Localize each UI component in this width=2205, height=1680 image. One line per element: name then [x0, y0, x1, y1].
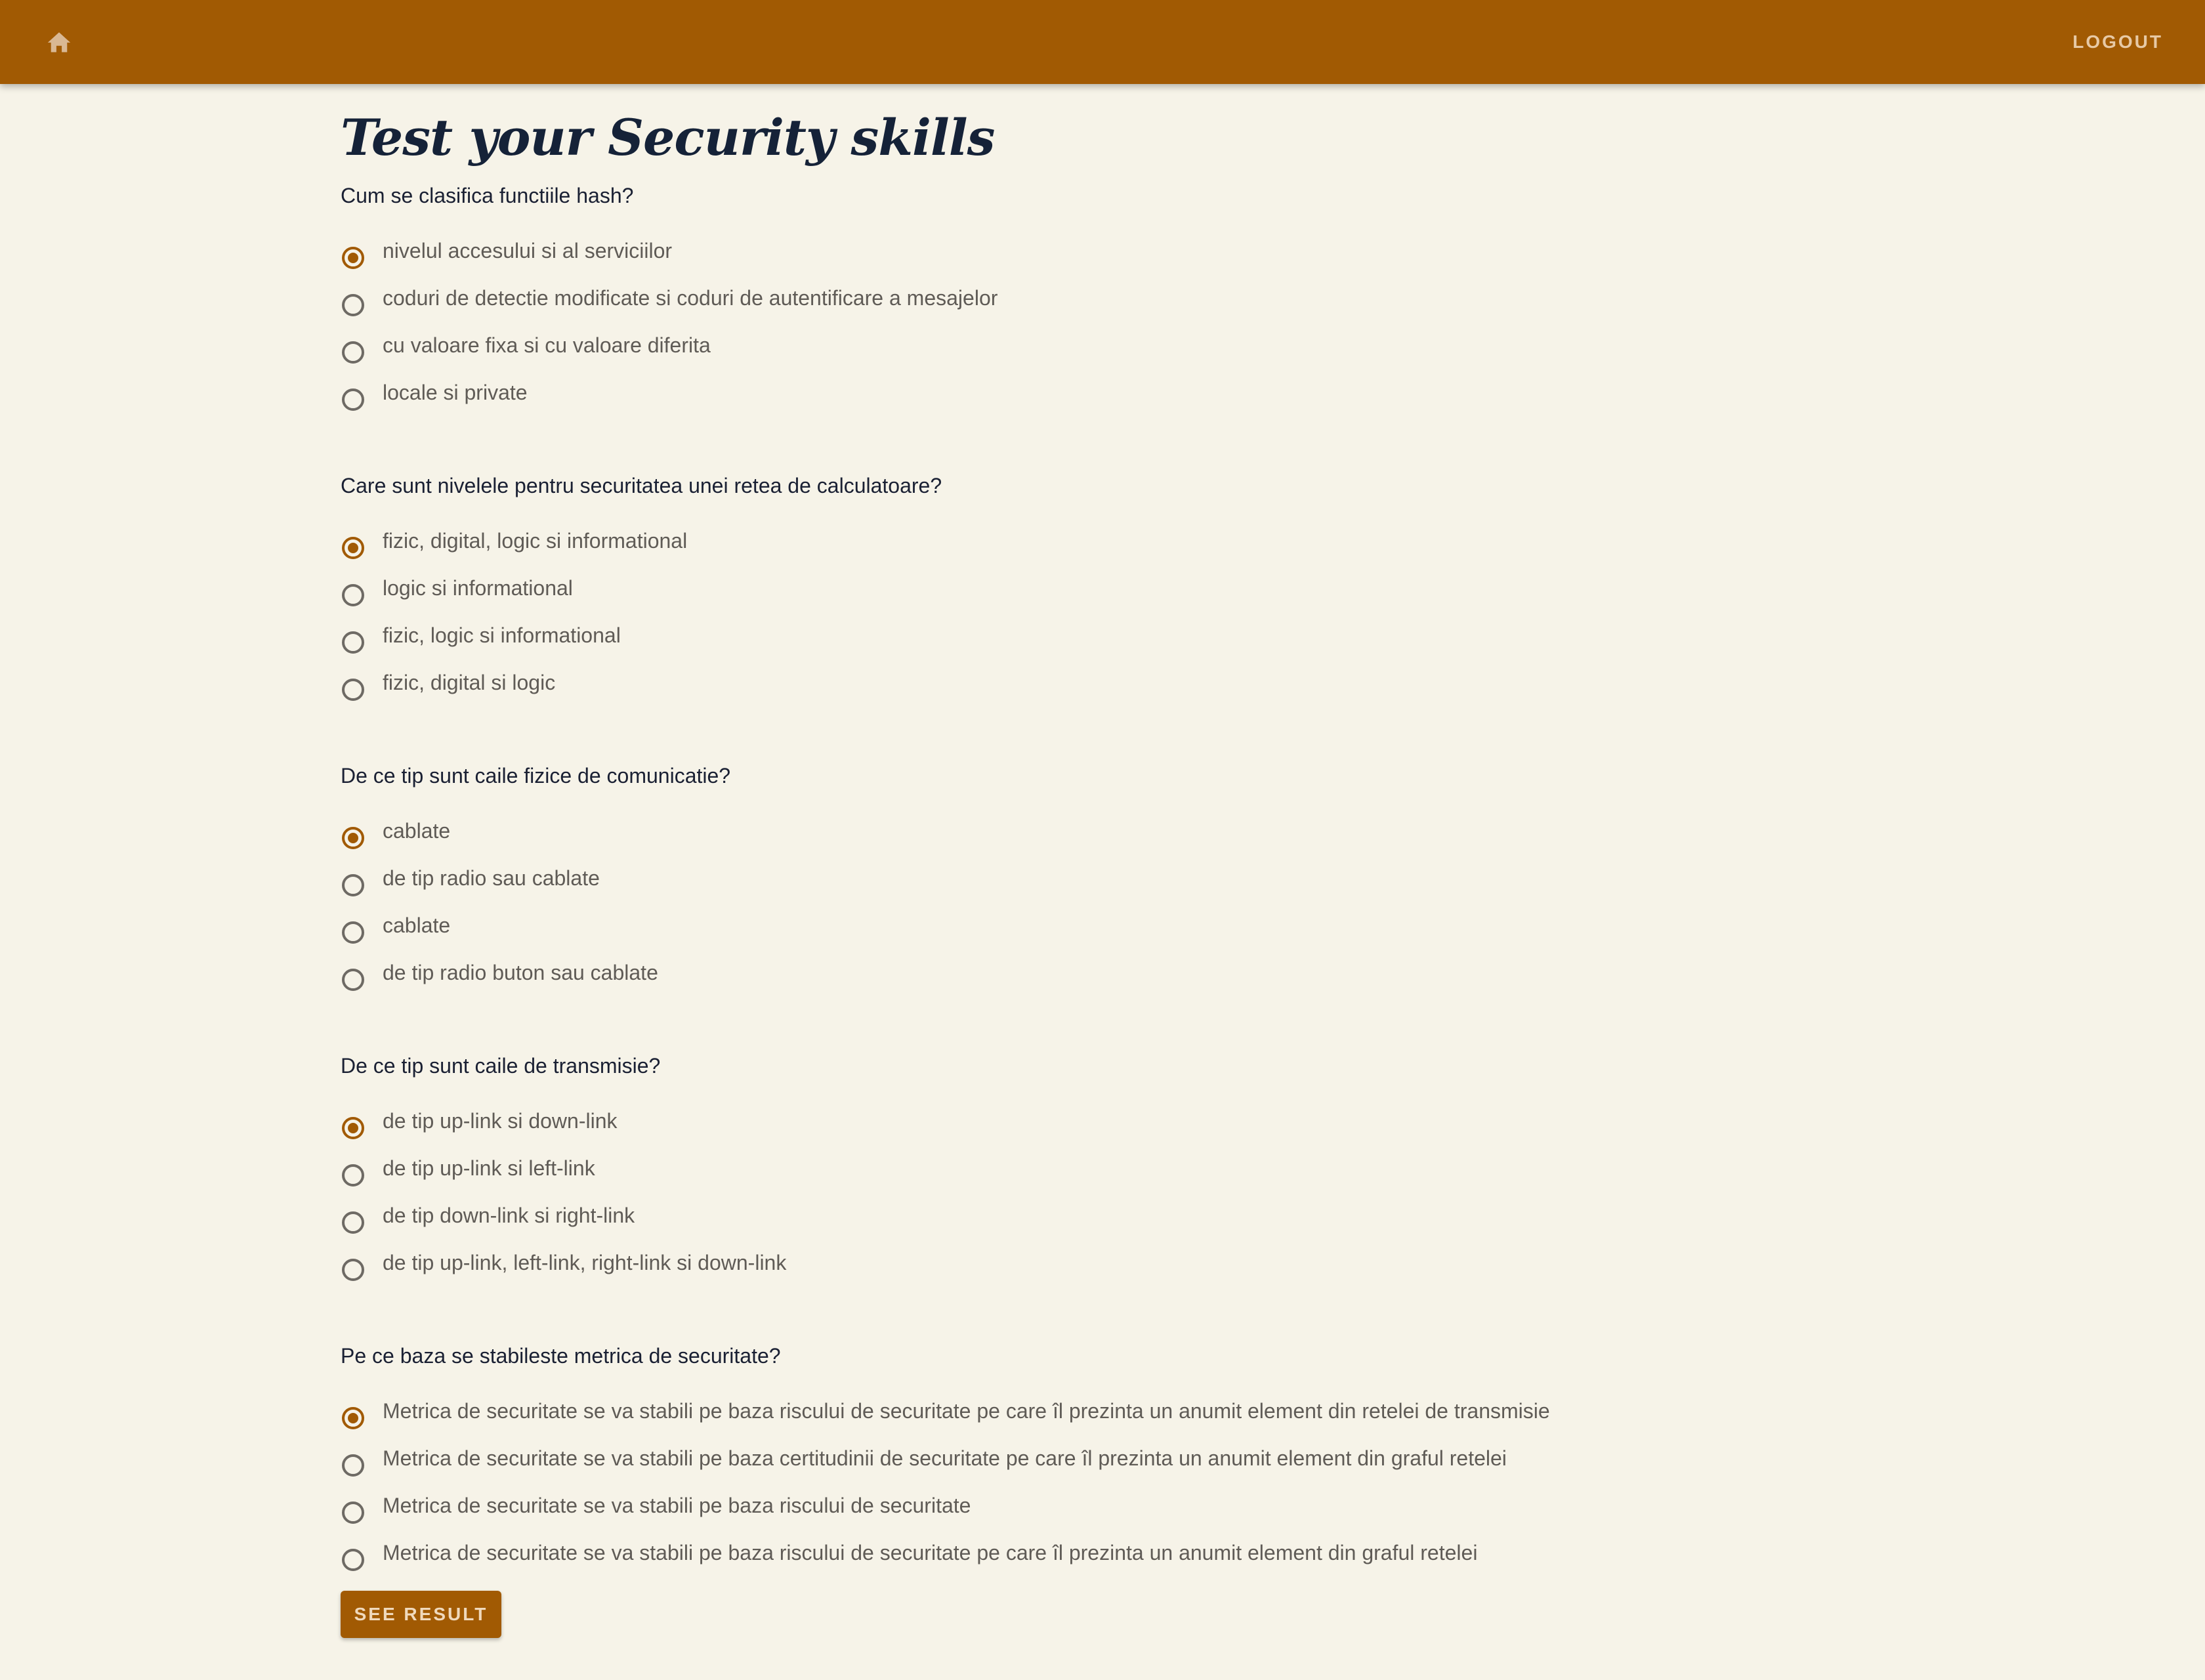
question-2 — [341, 474, 1850, 717]
radio-button-checked[interactable] — [342, 1407, 364, 1429]
answer-label: fizic, digital si logic — [383, 671, 556, 694]
radio-button[interactable] — [342, 584, 364, 606]
answer-label: de tip down-link si right-link — [383, 1204, 635, 1227]
answer-label: cu valoare fixa si cu valoare diferita — [383, 333, 711, 357]
home-icon — [46, 30, 72, 54]
answer-option[interactable] — [341, 912, 1850, 959]
answer-label: fizic, digital, logic si informational — [383, 529, 688, 553]
answer-option[interactable] — [341, 1108, 1850, 1155]
answer-option[interactable] — [341, 1540, 1850, 1587]
answer-label: de tip up-link si down-link — [383, 1109, 618, 1133]
logout-button[interactable]: LOGOUT — [2072, 32, 2163, 52]
radio-button[interactable] — [342, 388, 364, 411]
answer-label: coduri de detectie modificate si coduri de autentificare a mesajelor — [383, 286, 998, 310]
answer-label: fizic, logic si informational — [383, 623, 621, 647]
answer-label: Metrica de securitate se va stabili pe baza riscului de securitate — [383, 1494, 971, 1517]
radio-button[interactable] — [342, 874, 364, 896]
answer-option[interactable] — [341, 379, 1850, 427]
answer-option[interactable] — [341, 669, 1850, 717]
answer-label: de tip up-link, left-link, right-link si down-link — [383, 1251, 787, 1274]
radio-button-checked[interactable] — [342, 827, 364, 849]
radio-button[interactable] — [342, 631, 364, 654]
radio-button[interactable] — [342, 969, 364, 991]
radio-button-checked[interactable] — [342, 247, 364, 269]
radio-button-checked[interactable] — [342, 1117, 364, 1139]
answer-option[interactable] — [341, 238, 1850, 285]
answer-options — [341, 238, 1850, 427]
radio-button[interactable] — [342, 1164, 364, 1186]
answer-label: de tip radio buton sau cablate — [383, 961, 658, 984]
radio-button[interactable] — [342, 1259, 364, 1281]
radio-button[interactable] — [342, 1454, 364, 1477]
question-5 — [341, 1344, 1850, 1587]
answer-options — [341, 1108, 1850, 1297]
answer-option[interactable] — [341, 1155, 1850, 1202]
answer-label: Metrica de securitate se va stabili pe baza riscului de securitate pe care îl prezinta un anumit element din retelei de transmisie — [383, 1399, 1550, 1423]
question-3 — [341, 764, 1850, 1007]
question-text: Cum se clasifica functiile hash? — [341, 184, 634, 207]
answer-option[interactable] — [341, 959, 1850, 1007]
answer-option[interactable] — [341, 622, 1850, 669]
radio-button[interactable] — [342, 1211, 364, 1234]
answer-label: de tip up-link si left-link — [383, 1156, 595, 1180]
radio-button[interactable] — [342, 679, 364, 701]
answer-option[interactable] — [341, 1445, 1850, 1492]
answer-options — [341, 818, 1850, 1007]
answer-label: Metrica de securitate se va stabili pe baza certitudinii de securitate pe care îl prezinta un anumit element din graful retelei — [383, 1446, 1507, 1470]
radio-button[interactable] — [342, 294, 364, 316]
answer-option[interactable] — [341, 1398, 1850, 1445]
answer-option[interactable] — [341, 285, 1850, 332]
answer-option[interactable] — [341, 1202, 1850, 1250]
radio-button[interactable] — [342, 921, 364, 944]
answer-option[interactable] — [341, 332, 1850, 379]
answer-options — [341, 528, 1850, 717]
question-1 — [341, 184, 1850, 427]
question-text: Pe ce baza se stabileste metrica de securitate? — [341, 1344, 781, 1368]
answer-label: logic si informational — [383, 576, 573, 600]
question-text: Care sunt nivelele pentru securitatea unei retea de calculatoare? — [341, 474, 942, 497]
answer-label: nivelul accesului si al serviciilor — [383, 239, 673, 262]
answer-option[interactable] — [341, 818, 1850, 865]
radio-button[interactable] — [342, 341, 364, 364]
top-app-bar — [0, 0, 2205, 84]
answer-option[interactable] — [341, 528, 1850, 575]
answer-option[interactable] — [341, 1492, 1850, 1540]
answer-option[interactable] — [341, 1250, 1850, 1297]
answer-option[interactable] — [341, 575, 1850, 622]
answer-label: Metrica de securitate se va stabili pe baza riscului de securitate pe care îl prezinta un anumit element din graful retelei — [383, 1541, 1478, 1564]
answer-label: locale si private — [383, 381, 528, 404]
question-4 — [341, 1054, 1850, 1297]
question-text: De ce tip sunt caile de transmisie? — [341, 1054, 661, 1078]
question-text: De ce tip sunt caile fizice de comunicatie? — [341, 764, 731, 788]
radio-button[interactable] — [342, 1549, 364, 1571]
answer-label: cablate — [383, 914, 451, 937]
quiz-content — [341, 105, 1850, 1587]
radio-button-checked[interactable] — [342, 537, 364, 559]
answer-options — [341, 1398, 1850, 1587]
radio-button[interactable] — [342, 1502, 364, 1524]
answer-label: cablate — [383, 819, 451, 843]
see-result-button[interactable]: SEE RESULT — [341, 1591, 501, 1638]
home-button[interactable] — [39, 22, 79, 62]
answer-option[interactable] — [341, 865, 1850, 912]
page-title: Test your Security skills — [341, 108, 995, 167]
answer-label: de tip radio sau cablate — [383, 866, 600, 890]
